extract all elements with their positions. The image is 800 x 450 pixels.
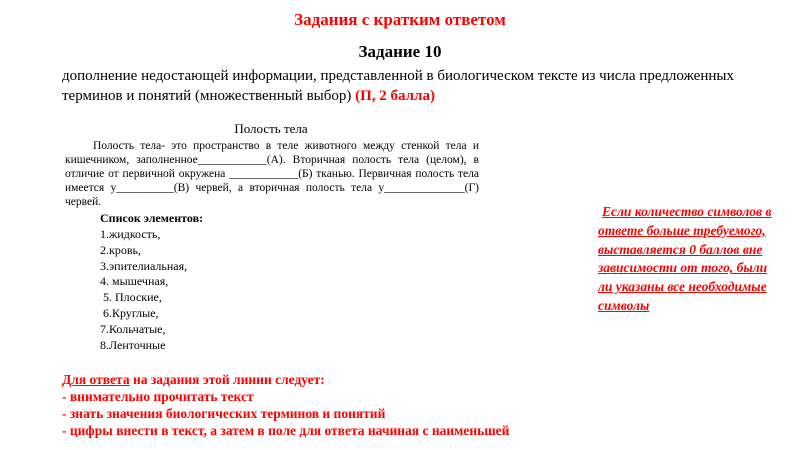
task-description (62, 66, 752, 106)
footer-intro-rest: на задания этой линии следует: (129, 372, 325, 387)
element-item: 5. Плоские, (100, 290, 162, 305)
footer-intro (62, 371, 762, 388)
footer-line: - цифры внести в текст, а затем в поле для ответа начиная с наименьшей (62, 423, 510, 438)
text-block-body: Полость тела- это пространство в теле животного между стенкой тела и кишечником, заполненное____________(А). Вторичная полость тела (целом), в отличие от первичной окружена ____________(Б) тканью. Первичная полость тела имеется у__________(В) червей, а вторичная полость тела у______________(Г) червей. (65, 140, 482, 208)
element-item: 1.жидкость, (100, 227, 161, 241)
elements-list-heading: Список элементов: (100, 211, 204, 225)
element-item: 6.Круглые, (100, 305, 159, 320)
task-description-text: дополнение недостающей информации, представленной в биологическом тексте из числа предложенных терминов и понятий (множественный выбор) (62, 68, 734, 104)
warning-note: Если количество символов в ответе больше требуемого, выставляется 0 баллов вне зависимости от того, были ли указаны все необходимые символы (598, 204, 772, 313)
element-item: 7.Кольчатые, (100, 321, 166, 336)
footer-instructions (62, 371, 762, 439)
text-block-title: Полость тела (234, 121, 308, 136)
element-item: 4. мышечная, (100, 274, 169, 289)
element-item: 8.Ленточные (100, 337, 166, 352)
elements-list (100, 227, 187, 353)
footer-intro-lead: Для ответа (62, 372, 130, 387)
element-item: 2.кровь, (100, 242, 141, 257)
element-item: 3.эпителиальная, (100, 258, 188, 273)
footer-line: - знать значения биологических терминов и понятий (62, 406, 386, 421)
points-badge: (П, 2 балла) (355, 88, 435, 104)
task-number-heading: Задание 10 (358, 42, 442, 61)
slide-title: Задания с кратким ответом (294, 10, 506, 29)
footer-line: - внимательно прочитать текст (62, 389, 254, 404)
